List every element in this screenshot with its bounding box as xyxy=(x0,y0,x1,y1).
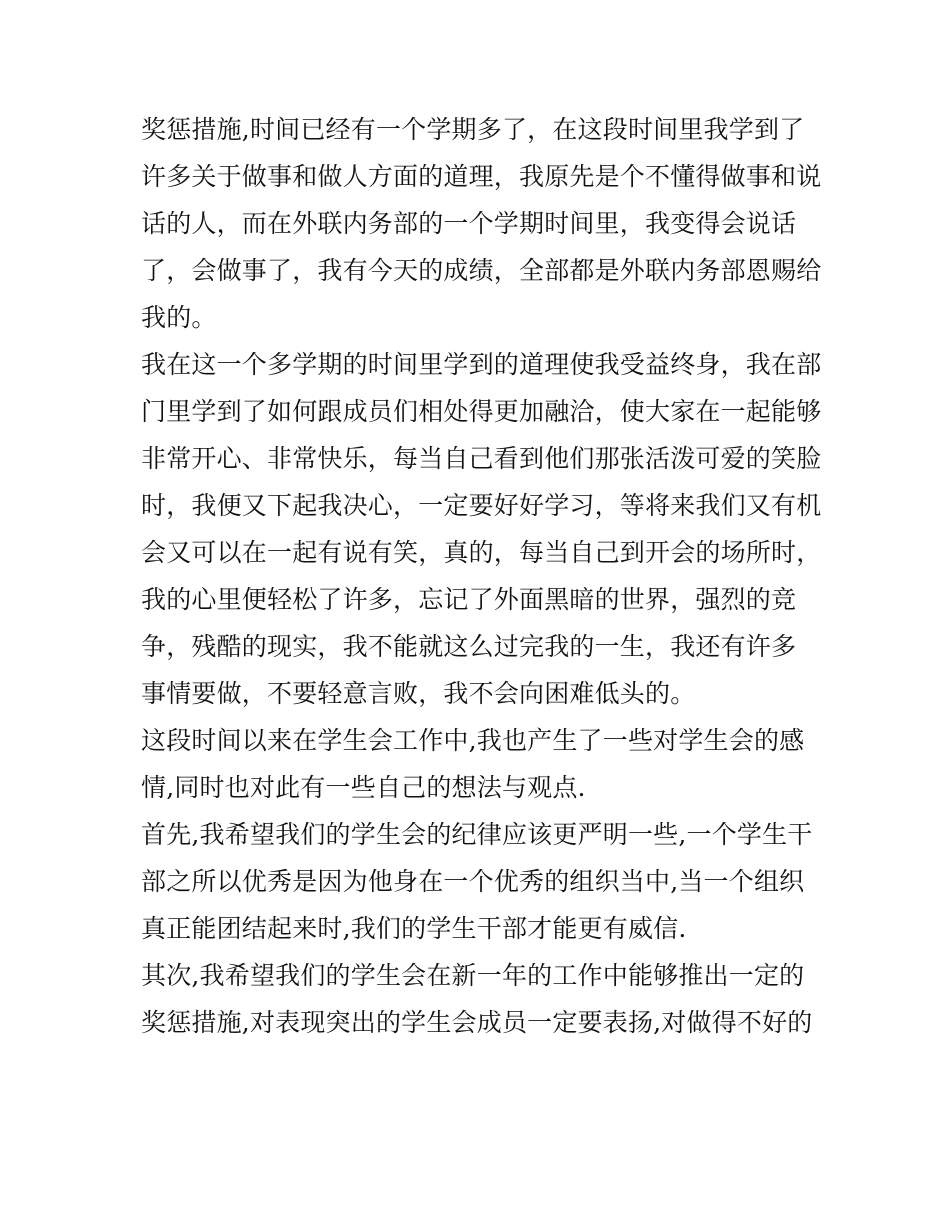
text-line: 首先,我希望我们的学生会的纪律应该更严明一些,一个学生干 xyxy=(141,820,813,849)
text-line: 争，残酷的现实，我不能就这么过完我的一生，我还有许多 xyxy=(141,632,797,661)
text-line: 事情要做，不要轻意言败，我不会向困难低头的。 xyxy=(141,679,696,708)
document-body xyxy=(141,106,821,1046)
text-line: 奖惩措施,时间已经有一个学期多了，在这段时间里我学到了 xyxy=(141,115,805,144)
text-line: 奖惩措施,对表现突出的学生会成员一定要表扬,对做得不好的 xyxy=(141,1008,813,1037)
text-line: 其次,我希望我们的学生会在新一年的工作中能够推出一定的 xyxy=(141,961,805,990)
text-line: 话的人，而在外联内务部的一个学期时间里，我变得会说话 xyxy=(141,209,797,238)
text-line: 真正能团结起来时,我们的学生干部才能更有威信. xyxy=(141,914,687,943)
text-line: 我的。 xyxy=(141,303,217,332)
text-line: 时，我便又下起我决心，一定要好好学习，等将来我们又有机 xyxy=(141,491,822,520)
text-line: 我在这一个多学期的时间里学到的道理使我受益终身，我在部 xyxy=(141,350,822,379)
text-line: 许多关于做事和做人方面的道理，我原先是个不懂得做事和说 xyxy=(141,162,822,191)
text-line: 部之所以优秀是因为他身在一个优秀的组织当中,当一个组织 xyxy=(141,867,805,896)
text-line: 情,同时也对此有一些自己的想法与观点. xyxy=(141,773,586,802)
text-line: 这段时间以来在学生会工作中,我也产生了一些对学生会的感 xyxy=(141,726,805,755)
text-line: 了，会做事了，我有今天的成绩，全部都是外联内务部恩赐给 xyxy=(141,256,822,285)
text-line: 非常开心、非常快乐，每当自己看到他们那张活泼可爱的笑脸 xyxy=(141,444,822,473)
text-line: 我的心里便轻松了许多，忘记了外面黑暗的世界，强烈的竞 xyxy=(141,585,797,614)
text-line: 门里学到了如何跟成员们相处得更加融洽，使大家在一起能够 xyxy=(141,397,822,426)
text-line: 会又可以在一起有说有笑，真的，每当自己到开会的场所时， xyxy=(141,538,822,567)
